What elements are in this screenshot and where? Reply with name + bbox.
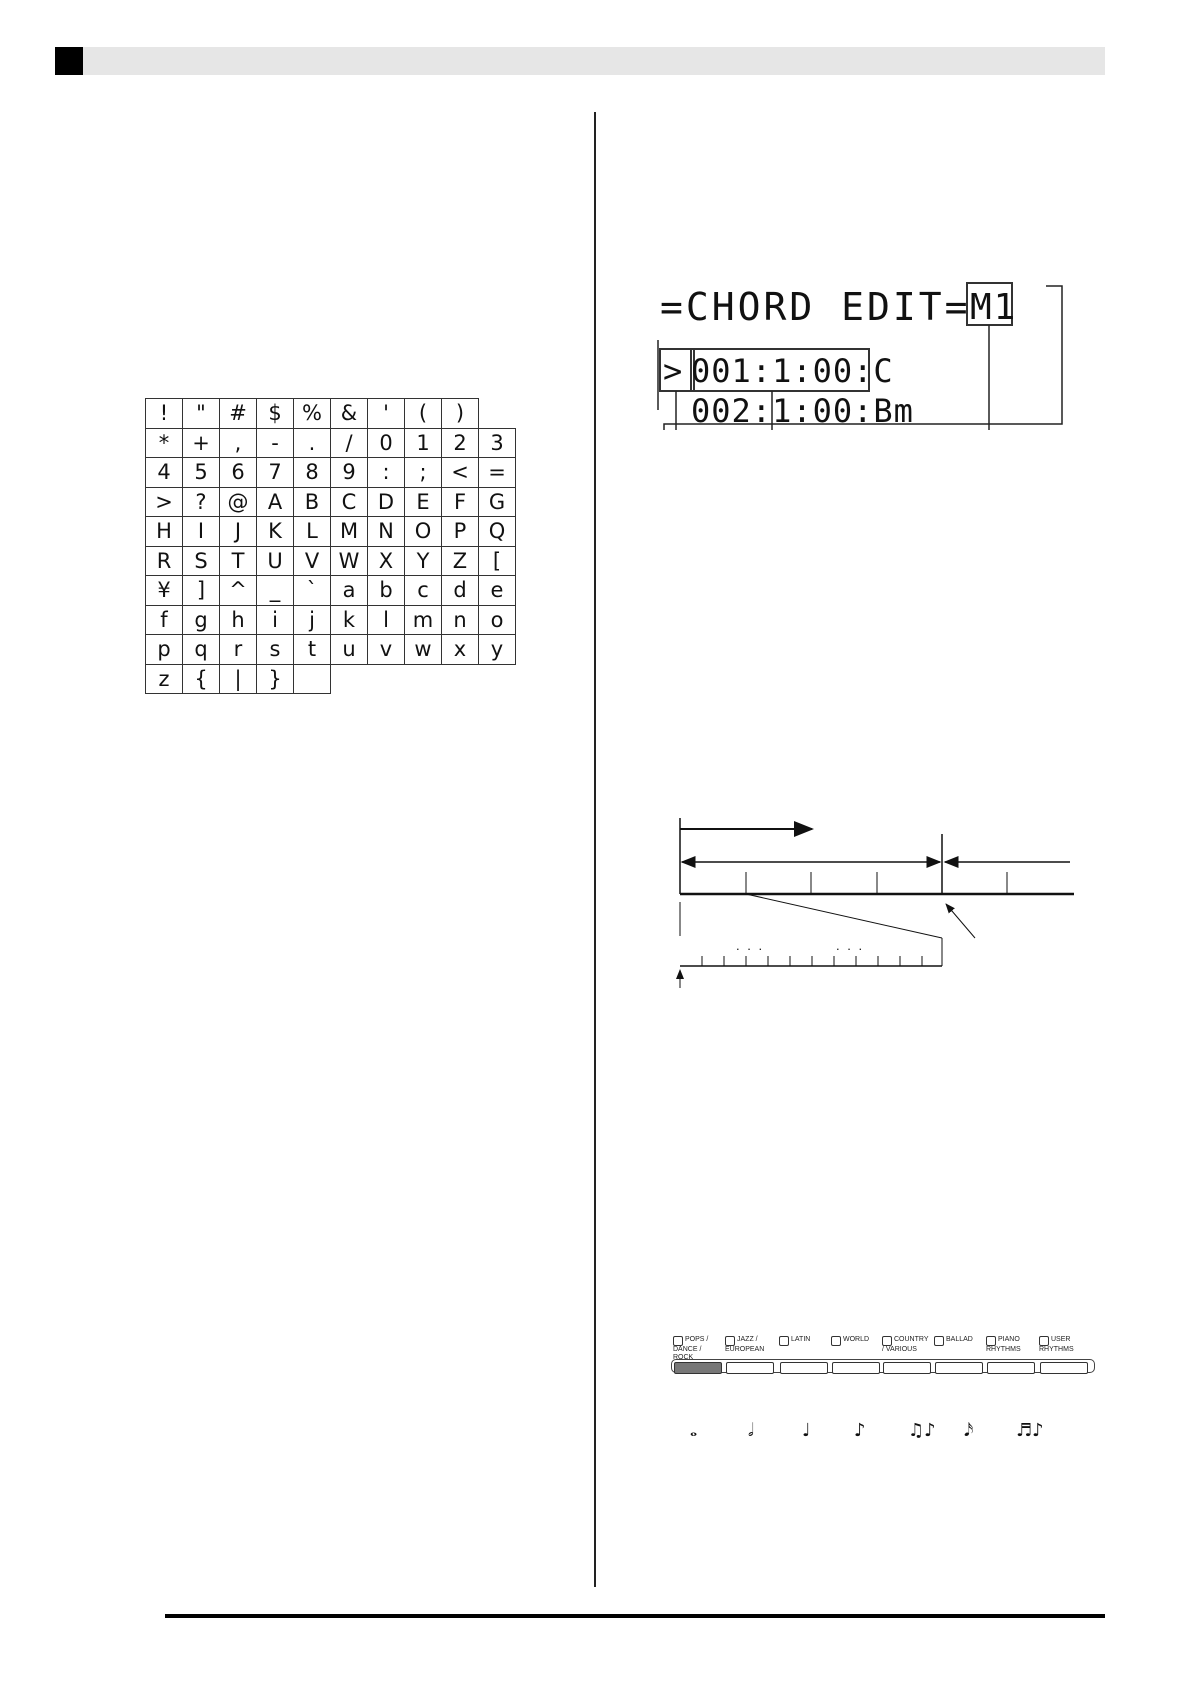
eighth-note-icon: ♪ bbox=[854, 1420, 866, 1441]
char-table-cell: & bbox=[331, 399, 368, 429]
char-table-row bbox=[146, 428, 516, 458]
sixteenth-triplet-icon: ♬♪ bbox=[1016, 1420, 1044, 1441]
char-table-row bbox=[146, 458, 516, 488]
indicator-lamp-icon bbox=[779, 1336, 789, 1346]
char-table-cell: U bbox=[257, 546, 294, 576]
char-table-cell: d bbox=[442, 576, 479, 606]
char-table-cell: S bbox=[183, 546, 220, 576]
footer-rule bbox=[165, 1614, 1105, 1618]
rhythm-label-text: COUNTRY / VARIOUS bbox=[882, 1336, 929, 1353]
char-table-row bbox=[146, 605, 516, 635]
char-table-cell: C bbox=[331, 487, 368, 517]
character-table bbox=[145, 398, 516, 694]
char-table-cell: 2 bbox=[442, 428, 479, 458]
rhythm-category-button[interactable] bbox=[883, 1362, 931, 1374]
char-table-cell bbox=[405, 664, 442, 694]
char-table-row bbox=[146, 517, 516, 547]
rhythm-category-button[interactable] bbox=[726, 1362, 774, 1374]
char-table-cell: b bbox=[368, 576, 405, 606]
char-table-cell: , bbox=[220, 428, 257, 458]
rhythm-button-label bbox=[882, 1336, 932, 1354]
char-table-cell: # bbox=[220, 399, 257, 429]
char-table-cell: L bbox=[294, 517, 331, 547]
char-table-cell: Y bbox=[405, 546, 442, 576]
char-table-cell: " bbox=[183, 399, 220, 429]
char-table-cell: _ bbox=[257, 576, 294, 606]
char-table-cell: g bbox=[183, 605, 220, 635]
char-table-cell: ` bbox=[294, 576, 331, 606]
rhythm-category-button[interactable] bbox=[987, 1362, 1035, 1374]
whole-note-icon: 𝅝 bbox=[690, 1420, 698, 1441]
rhythm-button-label bbox=[673, 1336, 723, 1362]
char-table-cell: 3 bbox=[479, 428, 516, 458]
char-table-cell: o bbox=[479, 605, 516, 635]
rhythm-category-button[interactable] bbox=[935, 1362, 983, 1374]
rhythm-category-button[interactable] bbox=[1040, 1362, 1088, 1374]
sixteenth-note-icon: 𝅘𝅥𝅯 bbox=[964, 1420, 974, 1441]
char-table-cell: $ bbox=[257, 399, 294, 429]
char-table-cell: W bbox=[331, 546, 368, 576]
rhythm-button-label bbox=[1039, 1336, 1089, 1354]
indicator-lamp-icon bbox=[934, 1336, 944, 1346]
char-table-cell: = bbox=[479, 458, 516, 488]
char-table-cell: X bbox=[368, 546, 405, 576]
rhythm-label-text: WORLD bbox=[843, 1336, 870, 1343]
char-table-row bbox=[146, 635, 516, 665]
char-table-cell bbox=[479, 664, 516, 694]
char-table-row bbox=[146, 546, 516, 576]
char-table-cell: c bbox=[405, 576, 442, 606]
char-table-cell: % bbox=[294, 399, 331, 429]
char-table-cell: n bbox=[442, 605, 479, 635]
char-table-cell: K bbox=[257, 517, 294, 547]
char-table-cell: z bbox=[146, 664, 183, 694]
char-table-cell: s bbox=[257, 635, 294, 665]
lcd-title: =CHORD EDIT= bbox=[660, 285, 971, 329]
indicator-lamp-icon bbox=[882, 1336, 892, 1346]
char-table-cell bbox=[479, 399, 516, 429]
header-marker bbox=[55, 47, 83, 75]
half-note-icon: 𝅗𝅥 bbox=[748, 1420, 754, 1441]
eighth-triplet-icon: ♫♪ bbox=[908, 1420, 936, 1441]
char-table-cell: m bbox=[405, 605, 442, 635]
char-table-cell: D bbox=[368, 487, 405, 517]
rhythm-label-text: POPS / DANCE / ROCK bbox=[673, 1336, 709, 1361]
char-table-cell: u bbox=[331, 635, 368, 665]
rhythm-button-label bbox=[831, 1336, 881, 1346]
char-table-cell: . bbox=[294, 428, 331, 458]
char-table-cell: j bbox=[294, 605, 331, 635]
char-table-cell: ( bbox=[405, 399, 442, 429]
char-table-cell: v bbox=[368, 635, 405, 665]
timing-diagram bbox=[660, 810, 1080, 1000]
char-table-cell: R bbox=[146, 546, 183, 576]
indicator-lamp-icon bbox=[1039, 1336, 1049, 1346]
rhythm-button-label bbox=[725, 1336, 775, 1354]
char-table-cell: H bbox=[146, 517, 183, 547]
char-table-cell: i bbox=[257, 605, 294, 635]
char-table-cell: t bbox=[294, 635, 331, 665]
char-table-cell: ! bbox=[146, 399, 183, 429]
char-table-cell: 7 bbox=[257, 458, 294, 488]
char-table-cell: 5 bbox=[183, 458, 220, 488]
lcd-mode-indicator: M1 bbox=[970, 287, 1018, 328]
char-table-cell: + bbox=[183, 428, 220, 458]
char-table-cell: 9 bbox=[331, 458, 368, 488]
rhythm-label-text: LATIN bbox=[791, 1336, 811, 1343]
char-table-cell: @ bbox=[220, 487, 257, 517]
rhythm-label-text: PIANO RHYTHMS bbox=[986, 1336, 1021, 1353]
rhythm-category-button[interactable] bbox=[674, 1362, 722, 1374]
char-table-cell bbox=[331, 664, 368, 694]
char-table-cell: A bbox=[257, 487, 294, 517]
char-table-cell: N bbox=[368, 517, 405, 547]
char-table-cell: G bbox=[479, 487, 516, 517]
indicator-lamp-icon bbox=[831, 1336, 841, 1346]
char-table-cell: p bbox=[146, 635, 183, 665]
indicator-lamp-icon bbox=[673, 1336, 683, 1346]
char-table-cell: 6 bbox=[220, 458, 257, 488]
timing-diagram-svg bbox=[660, 810, 1080, 1000]
char-table-cell: f bbox=[146, 605, 183, 635]
char-table-row bbox=[146, 487, 516, 517]
char-table-cell: 4 bbox=[146, 458, 183, 488]
char-table-cell: J bbox=[220, 517, 257, 547]
char-table-cell: Q bbox=[479, 517, 516, 547]
char-table-cell: - bbox=[257, 428, 294, 458]
indicator-lamp-icon bbox=[986, 1336, 996, 1346]
char-table-cell bbox=[294, 664, 331, 694]
char-table-cell: a bbox=[331, 576, 368, 606]
char-table-cell: q bbox=[183, 635, 220, 665]
rhythm-label-text: BALLAD bbox=[946, 1336, 973, 1343]
lcd-chord-row-2: 002:1:00:Bm bbox=[691, 392, 914, 430]
char-table-cell: l bbox=[368, 605, 405, 635]
char-table-cell: * bbox=[146, 428, 183, 458]
column-divider bbox=[594, 112, 596, 1587]
char-table-cell: F bbox=[442, 487, 479, 517]
char-table-cell: 0 bbox=[368, 428, 405, 458]
char-table-cell: y bbox=[479, 635, 516, 665]
char-table-cell: e bbox=[479, 576, 516, 606]
header-bar bbox=[55, 47, 1105, 75]
char-table-cell: ^ bbox=[220, 576, 257, 606]
char-table-cell: V bbox=[294, 546, 331, 576]
char-table-cell: 1 bbox=[405, 428, 442, 458]
char-table-row bbox=[146, 664, 516, 694]
indicator-lamp-icon bbox=[725, 1336, 735, 1346]
char-table-cell: ¥ bbox=[146, 576, 183, 606]
char-table-cell: T bbox=[220, 546, 257, 576]
char-table-cell: E bbox=[405, 487, 442, 517]
char-table-cell: x bbox=[442, 635, 479, 665]
char-table-cell: h bbox=[220, 605, 257, 635]
char-table-cell: ] bbox=[183, 576, 220, 606]
char-table-cell: ? bbox=[183, 487, 220, 517]
char-table-cell: ; bbox=[405, 458, 442, 488]
char-table-cell bbox=[368, 664, 405, 694]
rhythm-category-button[interactable] bbox=[780, 1362, 828, 1374]
char-table-cell: w bbox=[405, 635, 442, 665]
char-table-cell: 8 bbox=[294, 458, 331, 488]
char-table-cell: < bbox=[442, 458, 479, 488]
char-table-cell: : bbox=[368, 458, 405, 488]
char-table-cell: > bbox=[146, 487, 183, 517]
rhythm-button-label bbox=[986, 1336, 1036, 1354]
lcd-chord-row-1: 001:1:00:C bbox=[691, 352, 894, 390]
ellipsis-1: . . . bbox=[736, 938, 765, 953]
char-table-row bbox=[146, 576, 516, 606]
quarter-note-icon: ♩ bbox=[802, 1420, 811, 1441]
char-table-cell: P bbox=[442, 517, 479, 547]
note-values-row bbox=[690, 1420, 1060, 1450]
char-table-cell: { bbox=[183, 664, 220, 694]
char-table-cell: M bbox=[331, 517, 368, 547]
char-table-cell: O bbox=[405, 517, 442, 547]
char-table-row bbox=[146, 399, 516, 429]
rhythm-button-label bbox=[934, 1336, 984, 1346]
rhythm-button-label bbox=[779, 1336, 829, 1346]
char-table-cell: Z bbox=[442, 546, 479, 576]
char-table-cell: } bbox=[257, 664, 294, 694]
rhythm-label-text: JAZZ / EUROPEAN bbox=[725, 1336, 765, 1353]
char-table-cell: / bbox=[331, 428, 368, 458]
lcd-display bbox=[656, 282, 1066, 430]
char-table-cell: B bbox=[294, 487, 331, 517]
char-table-cell: ' bbox=[368, 399, 405, 429]
rhythm-category-panel bbox=[673, 1336, 1103, 1376]
char-table-cell: I bbox=[183, 517, 220, 547]
char-table-cell: | bbox=[220, 664, 257, 694]
rhythm-category-button[interactable] bbox=[832, 1362, 880, 1374]
char-table-cell: [ bbox=[479, 546, 516, 576]
ellipsis-2: . . . bbox=[836, 938, 865, 953]
char-table-cell: k bbox=[331, 605, 368, 635]
rhythm-label-text: USER RHYTHMS bbox=[1039, 1336, 1074, 1353]
char-table-cell: ) bbox=[442, 399, 479, 429]
lcd-cursor: > bbox=[663, 352, 685, 390]
char-table-cell bbox=[442, 664, 479, 694]
char-table-cell: r bbox=[220, 635, 257, 665]
